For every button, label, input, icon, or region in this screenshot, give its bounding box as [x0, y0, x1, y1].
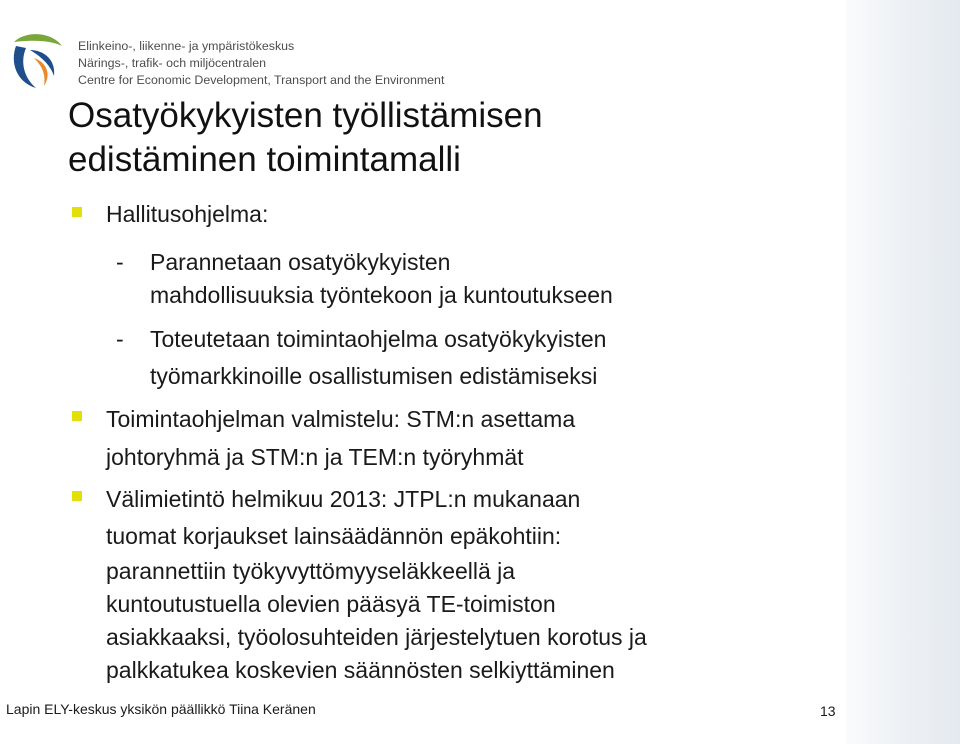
bullet-square-icon: [72, 207, 82, 217]
footer-presenter: Lapin ELY-keskus yksikön päällikkö Tiina Keränen: [6, 701, 316, 717]
page-number: 13: [820, 703, 836, 719]
sub-item-1-line: Parannetaan osatyökykyisten: [150, 249, 451, 275]
org-line-fi: Elinkeino-, liikenne- ja ympäristökeskus: [78, 39, 295, 53]
bullet-3-line: parannettiin työkyvyttömyyseläkkeellä ja: [106, 558, 516, 584]
bullet-square-icon: [72, 411, 82, 421]
organization-name: [78, 38, 444, 89]
ely-logo-icon: [4, 28, 68, 92]
title-line: Osatyökykyisten työllistämisen: [68, 96, 543, 135]
slide-title: [68, 94, 543, 182]
sub-item-dash: -: [116, 249, 124, 275]
right-decorative-band: [846, 0, 960, 744]
sub-item-1-line: mahdollisuuksia työntekoon ja kuntoutukseen: [150, 282, 613, 308]
bullet-2-line: Toimintaohjelman valmistelu: STM:n asettama: [106, 406, 576, 432]
org-line-en: Centre for Economic Development, Transport and the Environment: [78, 73, 445, 87]
org-line-sv: Närings-, trafik- och miljöcentralen: [78, 56, 266, 70]
sub-item-dash: -: [116, 326, 124, 352]
bullet-3-line: palkkatukea koskevien säännösten selkiyttäminen: [106, 657, 615, 683]
bullet-3-line: tuomat korjaukset lainsäädännön epäkohtiin:: [106, 523, 562, 549]
sub-item-2-line: työmarkkinoille osallistumisen edistämiseksi: [150, 363, 598, 389]
bullet-3-line: kuntoutustuella olevien pääsyä TE-toimiston: [106, 591, 556, 617]
bullet-3-line: Välimietintö helmikuu 2013: JTPL:n mukanaan: [106, 486, 581, 512]
bullet-square-icon: [72, 491, 82, 501]
bullet-3-line: asiakkaaksi, työolosuhteiden järjestelytuen korotus ja: [106, 624, 647, 650]
bullet-1-label: Hallitusohjelma:: [106, 201, 269, 227]
sub-item-2-line: Toteutetaan toimintaohjelma osatyökykyisten: [150, 326, 607, 352]
title-line: edistäminen toimintamalli: [68, 140, 461, 179]
bullet-2-line: johtoryhmä ja STM:n ja TEM:n työryhmät: [106, 444, 524, 470]
